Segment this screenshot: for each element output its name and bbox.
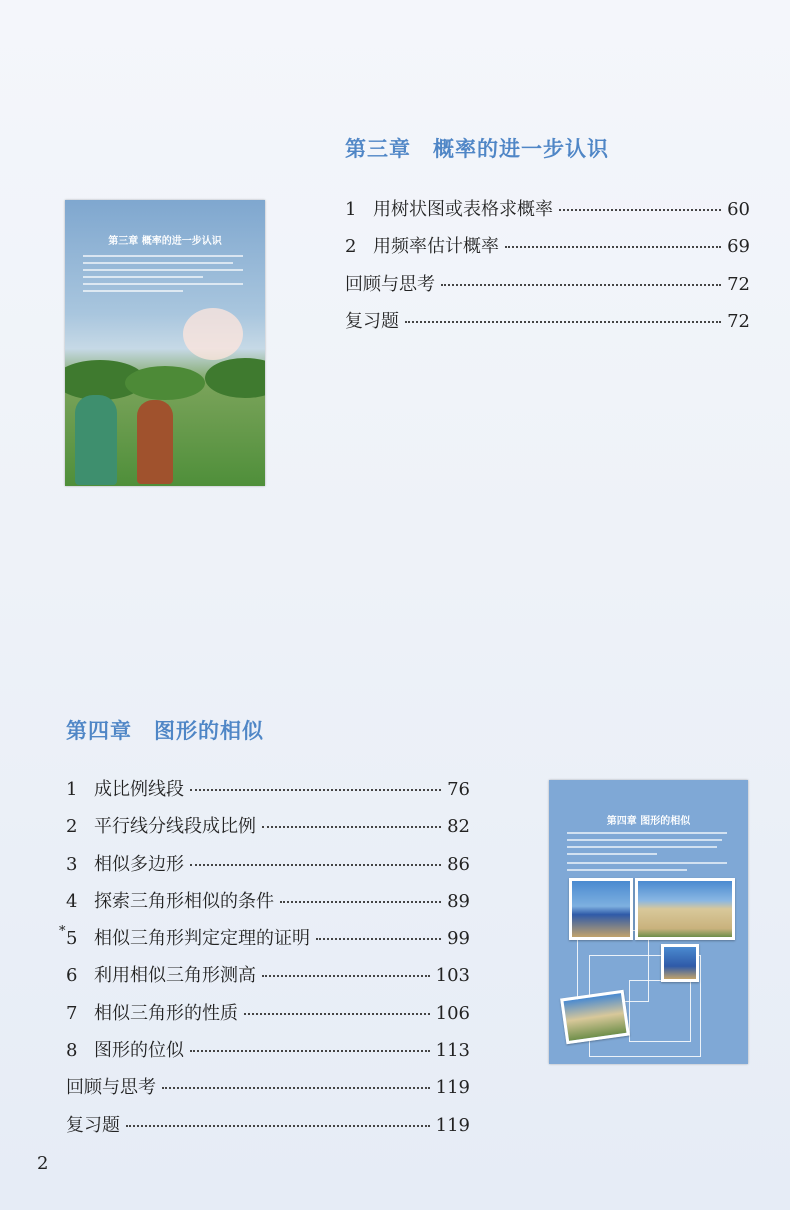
temple-of-heaven-photo: [569, 878, 633, 940]
chapter3-number: 第三章: [345, 137, 411, 161]
toc-entry[interactable]: [66, 961, 470, 998]
toc-entry[interactable]: [345, 232, 750, 269]
entry-page: 60: [727, 199, 750, 220]
chapter4-name: 图形的相似: [154, 719, 264, 743]
toc-entry[interactable]: [345, 270, 750, 307]
leader-dots: [505, 246, 721, 248]
page-number: 2: [37, 1153, 49, 1174]
toc-entry[interactable]: [345, 195, 750, 232]
chapter4-thumbnail: [549, 780, 748, 1064]
entry-page: 113: [435, 1040, 470, 1062]
entry-title: 用树状图或表格求概率: [373, 199, 553, 220]
toc-entry[interactable]: [66, 1111, 470, 1148]
chapter3-toc: [345, 195, 750, 344]
chapter4-toc: [66, 775, 470, 1148]
entry-title: 复习题: [345, 310, 399, 332]
entry-title: 图形的位似: [94, 1040, 184, 1062]
chapter4-thumbnail-title: 第四章 图形的相似: [606, 816, 691, 827]
entry-title: 回顾与思考: [345, 273, 435, 295]
entry-number: 1: [345, 199, 357, 220]
leader-dots: [190, 1050, 430, 1052]
entry-title: 探索三角形相似的条件: [94, 890, 274, 912]
leader-dots: [559, 209, 721, 211]
toc-entry[interactable]: [66, 850, 470, 887]
entry-title: 复习题: [66, 1114, 120, 1136]
parthenon-small-photo: [560, 990, 630, 1044]
entry-number: 8: [66, 1040, 78, 1062]
parthenon-photo: [635, 878, 735, 940]
entry-page: 82: [447, 816, 470, 838]
toc-entry[interactable]: [66, 999, 470, 1036]
leader-dots: [316, 938, 441, 940]
leader-dots: [262, 826, 441, 828]
entry-title: 利用相似三角形测高: [94, 965, 256, 987]
toc-entry[interactable]: [345, 307, 750, 344]
chapter3-thumbnail: [65, 200, 265, 486]
entry-page: 99: [447, 928, 470, 950]
entry-number: 1: [66, 779, 78, 800]
toc-entry[interactable]: [66, 887, 470, 924]
chapter4-title: [66, 715, 264, 745]
entry-number: 3: [66, 853, 78, 875]
leader-dots: [244, 1013, 430, 1015]
entry-number: * 5: [66, 928, 94, 949]
chapter3-name: 概率的进一步认识: [433, 137, 609, 161]
entry-number: 2: [345, 236, 357, 258]
temple-small-photo: [661, 944, 699, 982]
entry-number: 4: [66, 890, 78, 912]
chapter3-thumbnail-title: 第三章 概率的进一步认识: [108, 236, 222, 247]
entry-page: 72: [727, 310, 750, 332]
entry-title: 用频率估计概率: [373, 236, 499, 258]
leader-dots: [405, 321, 721, 323]
toc-entry[interactable]: [66, 775, 470, 812]
entry-title: 成比例线段: [94, 779, 184, 800]
entry-title: 相似三角形的性质: [94, 1002, 238, 1024]
entry-number: 2: [66, 816, 78, 838]
chapter4-number: 第四章: [66, 719, 132, 743]
entry-number: 6: [66, 965, 78, 987]
chapter3-title: [345, 133, 609, 163]
leader-dots: [280, 901, 441, 903]
entry-title: 平行线分线段成比例: [94, 816, 256, 838]
leader-dots: [190, 864, 441, 866]
entry-title: 回顾与思考: [66, 1077, 156, 1099]
entry-page: 86: [447, 853, 470, 875]
toc-entry[interactable]: [66, 1036, 470, 1073]
entry-page: 89: [447, 890, 470, 912]
toc-entry-optional[interactable]: [66, 924, 470, 961]
toc-entry[interactable]: [66, 1073, 470, 1110]
toc-entry[interactable]: [66, 812, 470, 849]
entry-page: 119: [435, 1114, 470, 1136]
entry-page: 103: [435, 965, 470, 987]
entry-page: 119: [435, 1077, 470, 1099]
illustration-party-scene: [183, 308, 243, 360]
entry-page: 106: [435, 1002, 470, 1024]
entry-title: 相似三角形判定定理的证明: [94, 928, 310, 950]
entry-page: 72: [727, 273, 750, 295]
leader-dots: [262, 975, 430, 977]
illustration-boy-left: [75, 395, 117, 485]
leader-dots: [441, 284, 721, 286]
entry-page: 69: [727, 236, 750, 258]
entry-title: 相似多边形: [94, 853, 184, 875]
entry-page: 76: [447, 779, 470, 800]
entry-number: 7: [66, 1002, 78, 1024]
leader-dots: [190, 789, 441, 791]
leader-dots: [126, 1125, 430, 1127]
leader-dots: [162, 1087, 430, 1089]
illustration-boy-right: [137, 400, 173, 484]
